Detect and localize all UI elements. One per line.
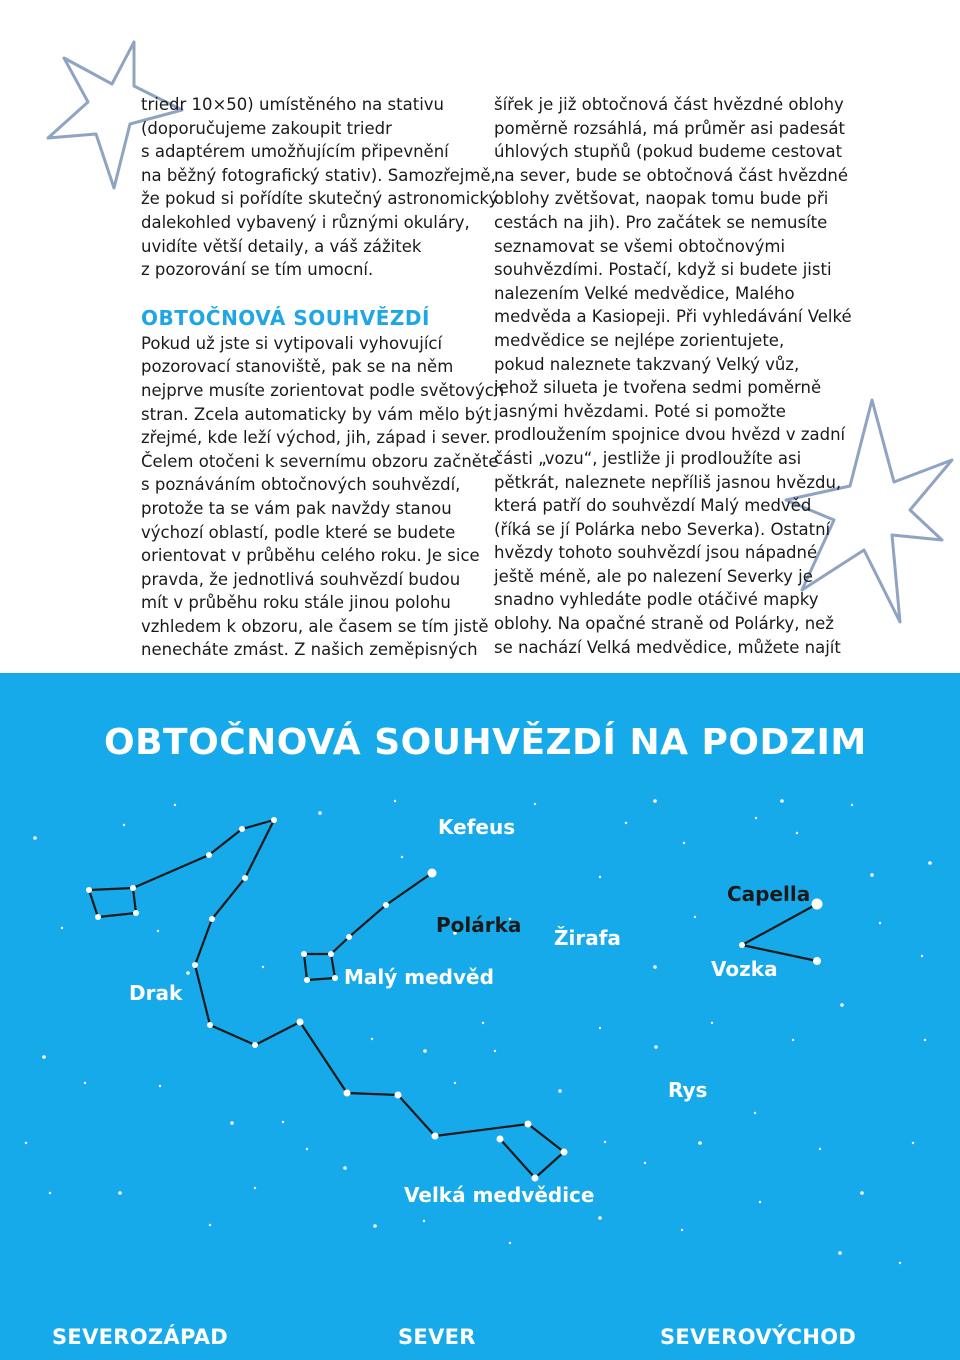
background-star	[780, 799, 784, 803]
background-star	[711, 1022, 713, 1024]
star-mark	[95, 914, 101, 920]
text-line: šířek je již obtočnová část hvězdné oblohy	[494, 95, 844, 114]
background-star	[598, 1216, 602, 1220]
background-star	[174, 804, 176, 806]
star-mark	[242, 875, 248, 881]
star-mark	[532, 1175, 539, 1182]
text-line: cestách na jih). Pro začátek se nemusíte	[494, 212, 828, 232]
label-kefeus: Kefeus	[438, 815, 516, 839]
background-star	[838, 1251, 842, 1255]
background-star	[157, 930, 159, 932]
star-mark	[497, 1136, 504, 1143]
text-line: oblohy zvětšovat, naopak tomu bude při	[494, 189, 829, 209]
direction-northeast: SEVEROVÝCHOD	[660, 1325, 857, 1349]
background-star	[694, 916, 696, 918]
text-line: stran. Zcela automaticky by vám mělo být	[141, 404, 492, 424]
text-line: pokud naleznete takzvaný Velký vůz,	[494, 354, 800, 374]
text-line: se nachází Velká medvědice, můžete najít	[494, 637, 841, 657]
text-line: části „vozu“, jestliže ji prodloužíte asi	[494, 448, 802, 468]
background-star	[373, 1224, 377, 1228]
background-star	[759, 1201, 761, 1203]
text-line: ještě méně, ale po nalezení Severky je	[494, 566, 813, 586]
text-line: pozorovací stanoviště, pak se na něm	[141, 357, 454, 377]
star-mark	[297, 1019, 304, 1026]
text-line: orientovat v průběhu celého roku. Je sice	[141, 546, 480, 566]
background-star	[681, 1229, 683, 1231]
capella-star	[812, 899, 823, 910]
text-line: protože ta se vám pak navždy stanou	[141, 498, 452, 518]
background-star	[599, 1027, 601, 1029]
text-line: Čelem otočeni k severnímu obzoru začněte	[141, 451, 499, 471]
left-text-column	[141, 93, 505, 662]
background-star	[230, 1121, 234, 1125]
text-line: souhvězdími. Postačí, když si budete jisti	[494, 260, 832, 280]
label-vozka: Vozka	[711, 957, 778, 981]
text-line: nalezením Velké medvědice, Malého	[494, 283, 795, 303]
label-zirafa: Žirafa	[554, 926, 621, 950]
background-star	[604, 1141, 606, 1143]
star-mark	[206, 852, 212, 858]
background-star	[509, 1242, 511, 1244]
text-line: na sever, bude se obtočnová část hvězdné	[494, 165, 849, 185]
star-mark	[209, 916, 215, 922]
text-line: pravda, že jednotlivá souhvězdí budou	[141, 569, 461, 589]
background-star	[482, 1022, 484, 1024]
background-star	[840, 1003, 844, 1007]
star-mark	[207, 1022, 213, 1028]
text-line: jasnými hvězdami. Poté si pomožte	[494, 401, 786, 421]
background-star	[599, 876, 601, 878]
text-line: (říká se jí Polárka nebo Severka). Ostatní	[494, 519, 831, 539]
text-line: výchozí oblastí, podle které se budete	[141, 522, 456, 542]
constellation-stars	[86, 817, 823, 1182]
background-star	[423, 1049, 427, 1053]
text-line: s poznáváním obtočnových souhvězdí,	[141, 475, 461, 495]
background-star	[394, 800, 396, 802]
velka-medvedice-constellation-lines	[300, 1022, 564, 1178]
background-star	[754, 1112, 756, 1114]
background-star	[159, 1085, 161, 1087]
star-mark	[192, 962, 198, 968]
background-star	[899, 1262, 901, 1264]
text-line: medvědice se nejlépe zorientujete,	[494, 330, 785, 350]
background-star	[879, 922, 881, 924]
background-star	[860, 1191, 864, 1195]
text-line: nenecháte zmást. Z našich zeměpisných	[141, 640, 478, 660]
background-star	[796, 832, 798, 834]
text-line: uvidíte větší detaily, a váš zážitek	[141, 236, 422, 256]
star-mark	[739, 942, 745, 948]
background-star	[912, 1142, 914, 1144]
background-star	[870, 873, 874, 877]
text-line: z pozorování se tím umocní.	[141, 260, 374, 280]
text-line: která patří do souhvězdí Malý medvěd	[494, 496, 812, 516]
star-mark	[301, 951, 307, 957]
text-line: triedr 10×50) umístěného na stativu	[141, 95, 444, 114]
star-mark	[395, 1092, 402, 1099]
background-star	[42, 1055, 46, 1059]
text-line: nejprve musíte zorientovat podle světových	[141, 380, 505, 400]
star-mark	[332, 975, 338, 981]
background-star	[343, 1166, 347, 1170]
background-star	[84, 1082, 86, 1084]
text-line: úhlových stupňů (pokud budeme cestovat	[494, 142, 843, 162]
background-star	[371, 1038, 373, 1040]
star-mark	[86, 887, 92, 893]
text-line: prodloužením spojnice dvou hvězd v zadní	[494, 425, 846, 445]
text-line: dalekohled vybavený i různými okuláry,	[141, 212, 470, 232]
label-drak: Drak	[129, 981, 183, 1005]
background-star	[698, 1141, 702, 1145]
label-maly-medved: Malý medvěd	[344, 965, 494, 989]
background-star	[186, 971, 190, 975]
text-line: zřejmé, kde leží východ, jih, západ i sever.	[141, 428, 491, 448]
background-star	[282, 1121, 284, 1123]
text-line: medvěda a Kasiopeji. Při vyhledávání Velké	[494, 307, 852, 327]
background-star	[653, 965, 657, 969]
section-heading: OBTOČNOVÁ SOUHVĚZDÍ	[141, 305, 430, 330]
background-star	[625, 822, 627, 824]
background-star	[262, 966, 264, 968]
background-star	[819, 1148, 821, 1150]
background-star	[924, 1039, 926, 1041]
star-mark	[304, 977, 310, 983]
background-star	[118, 1191, 122, 1195]
text-line: jehož silueta je tvořena sedmi poměrně	[494, 378, 822, 398]
star-mark	[130, 885, 136, 891]
text-line: poměrně rozsáhlá, má průměr asi padesát	[494, 118, 845, 138]
background-star	[755, 817, 757, 819]
background-star	[254, 1187, 256, 1189]
background-star	[49, 1192, 51, 1194]
background-star	[209, 1224, 211, 1226]
star-mark	[328, 951, 334, 957]
label-rys: Rys	[668, 1078, 708, 1102]
label-polarka: Polárka	[436, 913, 522, 937]
sky-map-panel	[0, 673, 960, 1360]
sky-map-canvas	[0, 673, 960, 1360]
direction-north: SEVER	[398, 1325, 476, 1349]
star-mark	[239, 826, 245, 832]
text-line: Pokud už jste si vytipovali vyhovující	[141, 333, 443, 353]
label-capella: Capella	[727, 882, 811, 906]
background-star	[654, 1045, 658, 1049]
vozka-constellation-lines	[742, 904, 817, 961]
drak-constellation-lines	[89, 820, 300, 1045]
text-line: snadno vyhledáte podle otáčivé mapky	[494, 590, 819, 610]
label-velka-medvedice: Velká medvědice	[404, 1183, 595, 1207]
background-star	[123, 824, 125, 826]
text-line: seznamovat se všemi obtočnovými	[494, 236, 786, 256]
star-mark	[252, 1042, 258, 1048]
background-star	[494, 1050, 496, 1052]
background-star	[306, 1148, 308, 1150]
background-star	[401, 856, 403, 858]
star-mark	[346, 934, 352, 940]
body-paragraph	[141, 332, 505, 662]
right-text-column	[494, 93, 852, 659]
intro-paragraph	[141, 93, 499, 282]
background-star	[61, 927, 63, 929]
text-line: mít v průběhu roku stále jinou polohu	[141, 593, 451, 613]
text-line: hvězdy tohoto souhvězdí jsou nápadné	[494, 543, 818, 563]
maly-medved-constellation-lines	[304, 873, 432, 980]
star-mark	[432, 1133, 439, 1140]
star-mark	[525, 1121, 532, 1128]
text-line: oblohy. Na opačné straně od Polárky, než	[494, 614, 834, 634]
star-mark	[133, 910, 139, 916]
background-star	[454, 1082, 456, 1084]
background-star	[318, 811, 322, 815]
text-line: pětkrát, naleznete nepříliš jasnou hvězdu,	[494, 472, 842, 492]
sky-map-title: OBTOČNOVÁ SOUHVĚZDÍ NA PODZIM	[104, 722, 867, 763]
star-mark	[271, 817, 277, 823]
star-mark	[383, 902, 389, 908]
background-star	[928, 861, 932, 865]
background-star	[653, 799, 657, 803]
star-mark	[813, 957, 821, 965]
background-star	[33, 836, 37, 840]
background-star	[851, 804, 853, 806]
background-star	[792, 1039, 794, 1041]
text-line: s adaptérem umožňujícím připevnění	[141, 142, 449, 162]
text-line: že pokud si pořídíte skutečný astronomický	[141, 189, 499, 209]
background-star	[534, 803, 536, 805]
text-line: (doporučujeme zakoupit triedr	[141, 118, 392, 138]
background-star	[921, 955, 923, 957]
background-star	[683, 842, 685, 844]
text-line: na běžný fotografický stativ). Samozřejmě,	[141, 165, 496, 185]
text-line: vzhledem k obzoru, ale časem se tím jistě	[141, 616, 489, 636]
background-star	[558, 1089, 562, 1093]
star-mark	[344, 1090, 351, 1097]
polarka-star	[428, 869, 437, 878]
star-mark	[561, 1149, 568, 1156]
background-star	[644, 1162, 646, 1164]
background-star	[25, 1142, 27, 1144]
background-star	[423, 1220, 425, 1222]
direction-northwest: SEVEROZÁPAD	[52, 1325, 229, 1349]
